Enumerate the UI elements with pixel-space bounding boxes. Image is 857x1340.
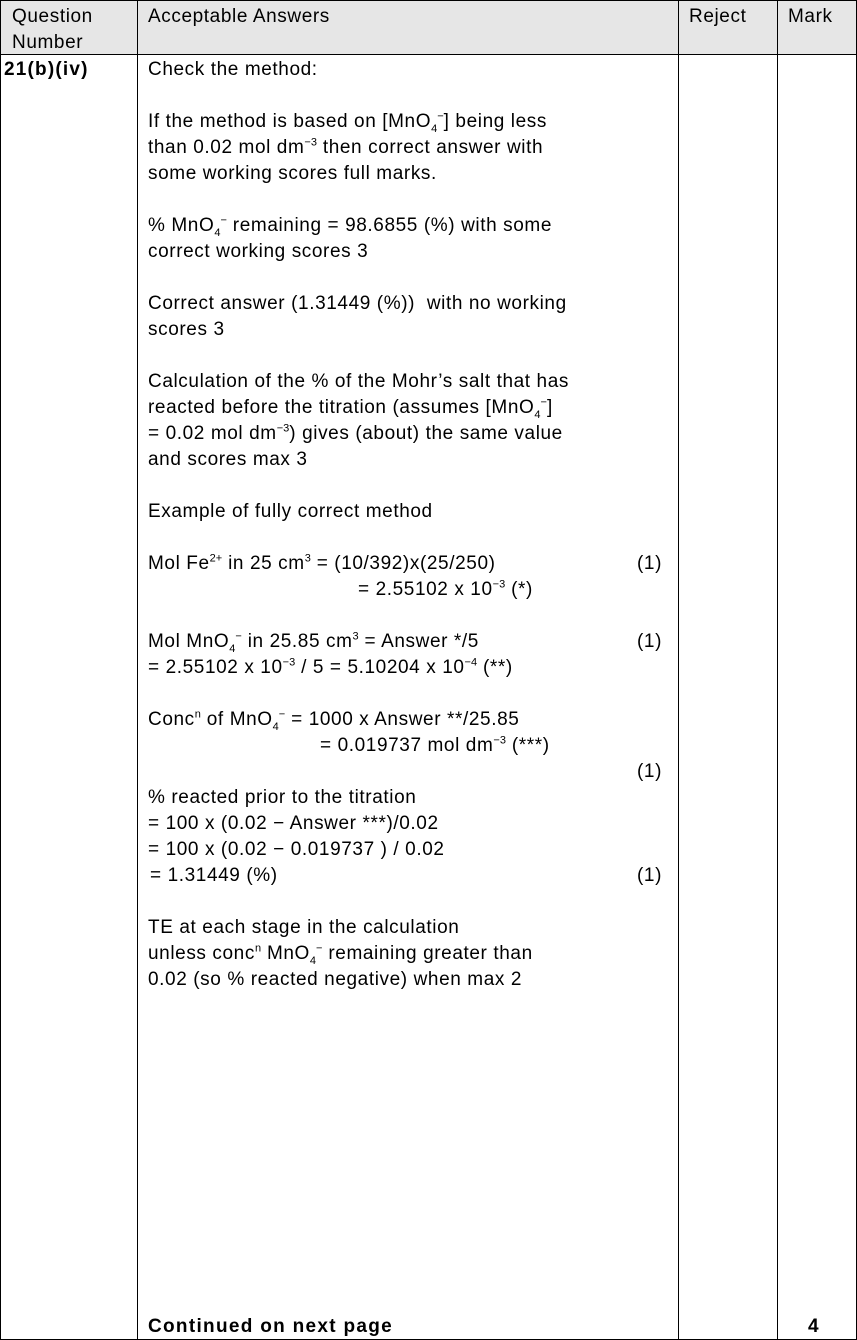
acceptable-answers-cell xyxy=(148,57,670,993)
step-4-line-3: = 100 x (0.02 − 0.019737 ) / 0.02 xyxy=(148,839,445,860)
correct-answer-line-1: Correct answer (1.31449 (%)) with no working xyxy=(148,293,567,314)
step-2-mark: (1) xyxy=(636,631,662,652)
step-3-line-1: Conc$^n$ of MnO$_4$− = 1000 x Answer **/25.85 xyxy=(148,708,520,733)
total-mark: 4 xyxy=(808,1316,819,1337)
step-3-mark: (1) xyxy=(636,761,662,782)
example-heading: Example of fully correct method xyxy=(148,501,433,522)
mohr-salt-line-4: and scores max 3 xyxy=(148,449,308,470)
te-note-line-1: TE at each stage in the calculation xyxy=(148,917,460,938)
correct-answer-line-2: scores 3 xyxy=(148,319,225,340)
step-1-mark: (1) xyxy=(636,553,662,574)
method-note-line-1: If the method is based on [MnO$_4$−] being less xyxy=(148,110,547,135)
step-3-mark-line xyxy=(148,759,670,785)
column-divider-answers xyxy=(678,0,679,1340)
header-question-label: Question xyxy=(12,6,93,27)
step-4-line-1: % reacted prior to the titration xyxy=(148,787,417,808)
method-note-line-2: than 0.02 mol $dm^{-3}$ then correct answer with xyxy=(148,136,544,158)
step-2-line-2: = 2.55102 x $10^{-3} / 5 = 5.10204$ x $10^{-4}$ (**) xyxy=(148,656,513,678)
continued-on-next-page: Continued on next page xyxy=(148,1316,393,1337)
question-number: 21(b)(iv) xyxy=(4,59,89,80)
remaining-note-line-2: correct working scores 3 xyxy=(148,241,369,262)
check-method-line: Check the method: xyxy=(148,59,318,80)
step-4-mark: (1) xyxy=(636,865,662,886)
mohr-salt-line-3: = 0.02 mol $dm^{-3}$) gives (about) the same value xyxy=(148,422,563,444)
header-reject: Reject xyxy=(689,6,747,27)
te-note-line-2: unless conc$^n$ MnO$_4$− remaining greater than xyxy=(148,942,533,967)
header-question-number xyxy=(12,4,93,56)
header-mark: Mark xyxy=(788,6,833,27)
step-1-line-2: = 2.55102 x $10^{-3}$ (*) xyxy=(358,578,533,600)
mohr-salt-line-1: Calculation of the % of the Mohr’s salt that has xyxy=(148,371,569,392)
table-border-top xyxy=(0,0,857,1)
method-note-line-3: some working scores full marks. xyxy=(148,163,437,184)
column-divider-reject xyxy=(777,0,778,1340)
column-divider-question xyxy=(137,0,138,1340)
te-note-line-3: 0.02 (so % reacted negative) when max 2 xyxy=(148,969,523,990)
step-1-line-1: Mol $Fe^{2+}$ in 25 $cm^3 = (10/392)x(25/250)$ (1) xyxy=(148,551,670,577)
step-4-line-2: = 100 x (0.02 − Answer ***)/0.02 xyxy=(148,813,439,834)
step-4-line-4: = 1.31449 (%) (1) xyxy=(148,863,670,889)
remaining-note-line-1: % MnO$_4$− remaining = 98.6855 (%) with some xyxy=(148,214,552,239)
header-divider xyxy=(0,54,857,55)
header-number-label: Number xyxy=(12,32,84,53)
mohr-salt-line-2: reacted before the titration (assumes [MnO$_4$−] xyxy=(148,396,553,421)
table-border-left xyxy=(0,0,1,1340)
header-acceptable-answers: Acceptable Answers xyxy=(148,6,330,27)
step-3-line-2: = 0.019737 mol $dm^{-3}$ (***) xyxy=(320,734,550,756)
step-2-line-1: Mol MnO$_4$− in 25.85 $cm^3$ = Answer */5 (1) xyxy=(148,629,670,655)
